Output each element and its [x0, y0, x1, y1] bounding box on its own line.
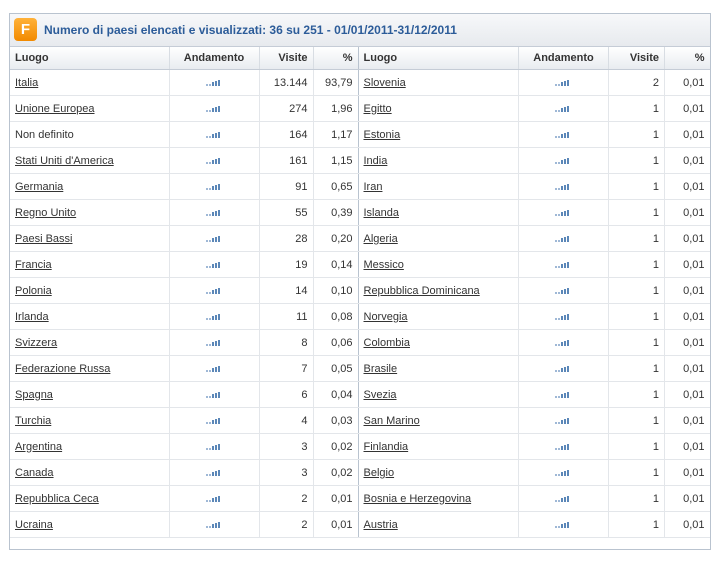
column-header-visits[interactable]: Visite: [609, 47, 665, 70]
visits-cell: 1: [609, 512, 665, 538]
percent-cell: 0,01: [313, 486, 358, 512]
visits-cell: 1: [609, 96, 665, 122]
place-cell: [359, 200, 519, 226]
trend-bars-icon[interactable]: [206, 132, 223, 138]
table-row: [10, 226, 358, 252]
table-row: [10, 408, 358, 434]
trend-bars-icon[interactable]: [555, 210, 572, 216]
visits-cell: 164: [259, 122, 313, 148]
place-cell: [359, 512, 519, 538]
table-row: [359, 200, 710, 226]
table-row: [359, 356, 710, 382]
place-cell: [359, 486, 519, 512]
place-cell: [10, 382, 169, 408]
table-row: [359, 486, 710, 512]
table-row: [359, 252, 710, 278]
place-cell: [359, 122, 519, 148]
trend-cell: [169, 304, 259, 330]
trend-cell: [169, 200, 259, 226]
visits-cell: 1: [609, 382, 665, 408]
place-link: Non definito: [15, 128, 74, 141]
trend-bars-icon[interactable]: [555, 392, 572, 398]
trend-cell: [519, 122, 609, 148]
place-link[interactable]: Brasile: [363, 362, 398, 375]
table-row: [10, 278, 358, 304]
place-link[interactable]: Colombia: [363, 336, 410, 349]
trend-cell: [519, 304, 609, 330]
table-row: [359, 434, 710, 460]
trend-cell: [519, 148, 609, 174]
visits-cell: 11: [259, 304, 313, 330]
place-link[interactable]: Regno Unito: [15, 206, 77, 219]
trend-bars-icon[interactable]: [206, 106, 223, 112]
visits-cell: 91: [259, 174, 313, 200]
trend-bars-icon[interactable]: [206, 80, 223, 86]
place-link[interactable]: Unione Europea: [15, 102, 95, 115]
place-link[interactable]: Polonia: [15, 284, 52, 297]
trend-cell: [169, 148, 259, 174]
visits-cell: 13.144: [259, 70, 313, 96]
place-cell: [10, 460, 169, 486]
table-row: [359, 408, 710, 434]
trend-cell: [169, 356, 259, 382]
place-cell: [10, 174, 169, 200]
trend-bars-icon[interactable]: [555, 418, 572, 424]
table-row: [359, 304, 710, 330]
place-link[interactable]: India: [363, 154, 388, 167]
place-link[interactable]: Egitto: [363, 102, 392, 115]
place-cell: [359, 434, 519, 460]
visits-cell: 2: [259, 486, 313, 512]
trend-cell: [169, 174, 259, 200]
visits-cell: 1: [609, 486, 665, 512]
place-cell: [359, 278, 519, 304]
place-link[interactable]: Irlanda: [15, 310, 49, 323]
table-row: [359, 460, 710, 486]
table-row: [10, 304, 358, 330]
trend-cell: [519, 226, 609, 252]
percent-cell: 0,39: [313, 200, 358, 226]
place-link[interactable]: Bosnia e Herzegovina: [363, 492, 472, 505]
visits-cell: 1: [609, 278, 665, 304]
trend-cell: [519, 70, 609, 96]
place-cell: [10, 408, 169, 434]
table-row: [10, 512, 358, 538]
place-cell: [10, 486, 169, 512]
place-link[interactable]: Canada: [15, 466, 54, 479]
percent-cell: 0,01: [665, 226, 710, 252]
trend-bars-icon[interactable]: [555, 366, 572, 372]
percent-cell: 0,01: [665, 408, 710, 434]
place-cell: [10, 512, 169, 538]
trend-cell: [169, 512, 259, 538]
trend-cell: [519, 486, 609, 512]
place-link[interactable]: Repubblica Ceca: [15, 492, 99, 505]
trend-bars-icon[interactable]: [206, 418, 223, 424]
trend-cell: [519, 174, 609, 200]
column-header-place[interactable]: Luogo: [10, 47, 169, 70]
trend-bars-icon[interactable]: [206, 340, 223, 346]
table-row: [10, 382, 358, 408]
visits-cell: 14: [259, 278, 313, 304]
place-cell: [10, 200, 169, 226]
trend-bars-icon[interactable]: [206, 392, 223, 398]
percent-cell: 0,01: [665, 382, 710, 408]
table-row: [10, 174, 358, 200]
percent-cell: 0,01: [665, 486, 710, 512]
table-row: [359, 122, 710, 148]
place-cell: [359, 252, 519, 278]
trend-cell: [169, 96, 259, 122]
trend-bars-icon[interactable]: [555, 470, 572, 476]
trend-bars-icon[interactable]: [206, 184, 223, 190]
visits-cell: 55: [259, 200, 313, 226]
trend-cell: [519, 408, 609, 434]
place-cell: [359, 304, 519, 330]
percent-cell: 0,01: [665, 252, 710, 278]
percent-cell: 0,05: [313, 356, 358, 382]
place-cell: [10, 304, 169, 330]
place-cell: [359, 174, 519, 200]
place-link[interactable]: Turchia: [15, 414, 52, 427]
trend-bars-icon[interactable]: [555, 132, 572, 138]
countries-table-left: [10, 47, 359, 538]
trend-bars-icon[interactable]: [555, 288, 572, 294]
table-row: [10, 356, 358, 382]
place-cell: [10, 122, 169, 148]
place-link[interactable]: Svizzera: [15, 336, 58, 349]
trend-bars-icon[interactable]: [206, 236, 223, 242]
percent-cell: 0,01: [665, 122, 710, 148]
visits-cell: 1: [609, 174, 665, 200]
trend-cell: [519, 200, 609, 226]
trend-bars-icon[interactable]: [206, 470, 223, 476]
percent-cell: 0,01: [665, 434, 710, 460]
place-link[interactable]: Stati Uniti d'America: [15, 154, 114, 167]
place-cell: [10, 278, 169, 304]
trend-cell: [169, 70, 259, 96]
trend-bars-icon[interactable]: [206, 522, 223, 528]
place-cell: [359, 460, 519, 486]
percent-cell: 0,01: [665, 200, 710, 226]
visits-cell: 1: [609, 356, 665, 382]
place-link[interactable]: Argentina: [15, 440, 63, 453]
trend-cell: [169, 486, 259, 512]
percent-cell: 1,17: [313, 122, 358, 148]
visits-cell: 2: [609, 70, 665, 96]
place-link[interactable]: Islanda: [363, 206, 399, 219]
place-link[interactable]: Finlandia: [363, 440, 409, 453]
percent-cell: 0,01: [665, 330, 710, 356]
trend-bars-icon[interactable]: [555, 236, 572, 242]
trend-bars-icon[interactable]: [555, 184, 572, 190]
place-cell: [10, 96, 169, 122]
table-row: [359, 70, 710, 96]
visits-cell: 1: [609, 304, 665, 330]
visits-cell: 8: [259, 330, 313, 356]
place-cell: [359, 356, 519, 382]
place-link[interactable]: Austria: [363, 518, 398, 531]
table-row: [10, 200, 358, 226]
place-link[interactable]: Iran: [363, 180, 383, 193]
percent-cell: 93,79: [313, 70, 358, 96]
visits-cell: 7: [259, 356, 313, 382]
visits-cell: 1: [609, 330, 665, 356]
place-cell: [359, 96, 519, 122]
trend-bars-icon[interactable]: [555, 106, 572, 112]
place-link[interactable]: Slovenia: [363, 76, 406, 89]
percent-cell: 0,03: [313, 408, 358, 434]
trend-bars-icon[interactable]: [555, 496, 572, 502]
column-header-percent[interactable]: %: [665, 47, 710, 70]
visits-cell: 274: [259, 96, 313, 122]
percent-cell: 0,01: [665, 174, 710, 200]
place-link[interactable]: Norvegia: [363, 310, 408, 323]
table-row: [10, 434, 358, 460]
visits-cell: 1: [609, 226, 665, 252]
place-cell: [359, 382, 519, 408]
visits-cell: 161: [259, 148, 313, 174]
trend-bars-icon[interactable]: [555, 340, 572, 346]
percent-cell: 0,01: [665, 356, 710, 382]
place-link[interactable]: Ucraina: [15, 518, 53, 531]
percent-cell: 1,96: [313, 96, 358, 122]
percent-cell: 1,15: [313, 148, 358, 174]
trend-bars-icon[interactable]: [206, 158, 223, 164]
visits-cell: 3: [259, 460, 313, 486]
place-link[interactable]: Germania: [15, 180, 64, 193]
percent-cell: 0,10: [313, 278, 358, 304]
place-cell: [359, 330, 519, 356]
table-row: [359, 512, 710, 538]
place-cell: [10, 252, 169, 278]
percent-cell: 0,01: [665, 512, 710, 538]
place-cell: [10, 356, 169, 382]
table-row: [359, 174, 710, 200]
place-link[interactable]: Svezia: [363, 388, 397, 401]
percent-cell: 0,14: [313, 252, 358, 278]
trend-bars-icon[interactable]: [206, 366, 223, 372]
trend-bars-icon[interactable]: [555, 80, 572, 86]
place-cell: [10, 148, 169, 174]
trend-bars-icon[interactable]: [206, 496, 223, 502]
place-link[interactable]: Belgio: [363, 466, 395, 479]
place-link[interactable]: Repubblica Dominicana: [363, 284, 480, 297]
trend-bars-icon[interactable]: [555, 444, 572, 450]
table-row: [359, 226, 710, 252]
percent-cell: 0,02: [313, 434, 358, 460]
visits-cell: 28: [259, 226, 313, 252]
visits-cell: 1: [609, 200, 665, 226]
table-header-row: [359, 47, 710, 70]
trend-cell: [519, 460, 609, 486]
table-row: [10, 330, 358, 356]
place-link[interactable]: Messico: [363, 258, 404, 271]
trend-cell: [519, 252, 609, 278]
percent-cell: 0,65: [313, 174, 358, 200]
trend-cell: [519, 434, 609, 460]
trend-bars-icon[interactable]: [206, 262, 223, 268]
percent-cell: 0,04: [313, 382, 358, 408]
trend-cell: [519, 356, 609, 382]
column-header-trend[interactable]: Andamento: [519, 47, 609, 70]
feed-logo-icon: F: [14, 18, 37, 41]
countries-table-right: [359, 47, 710, 538]
percent-cell: 0,01: [665, 148, 710, 174]
trend-bars-icon[interactable]: [555, 314, 572, 320]
trend-cell: [519, 382, 609, 408]
percent-cell: 0,01: [665, 96, 710, 122]
percent-cell: 0,01: [665, 70, 710, 96]
column-header-visits[interactable]: Visite: [259, 47, 313, 70]
trend-cell: [169, 122, 259, 148]
trend-bars-icon[interactable]: [555, 262, 572, 268]
percent-cell: 0,02: [313, 460, 358, 486]
place-link[interactable]: Spagna: [15, 388, 53, 401]
table-row: [10, 486, 358, 512]
trend-cell: [169, 330, 259, 356]
place-cell: [359, 148, 519, 174]
panel-header: [10, 14, 710, 47]
trend-cell: [519, 512, 609, 538]
column-header-trend[interactable]: Andamento: [169, 47, 259, 70]
visits-cell: 1: [609, 252, 665, 278]
place-cell: [10, 70, 169, 96]
table-row: [359, 278, 710, 304]
percent-cell: 0,01: [665, 304, 710, 330]
trend-bars-icon[interactable]: [206, 288, 223, 294]
percent-cell: 0,08: [313, 304, 358, 330]
column-header-percent[interactable]: %: [313, 47, 358, 70]
trend-cell: [169, 278, 259, 304]
place-cell: [10, 330, 169, 356]
trend-cell: [519, 278, 609, 304]
column-header-place[interactable]: Luogo: [359, 47, 519, 70]
trend-bars-icon[interactable]: [555, 158, 572, 164]
percent-cell: 0,20: [313, 226, 358, 252]
countries-panel: [9, 13, 711, 550]
visits-cell: 2: [259, 512, 313, 538]
trend-cell: [519, 330, 609, 356]
trend-cell: [169, 382, 259, 408]
visits-cell: 19: [259, 252, 313, 278]
table-body-right: [359, 70, 710, 538]
place-link[interactable]: Francia: [15, 258, 52, 271]
table-body-left: [10, 70, 358, 538]
percent-cell: 0,06: [313, 330, 358, 356]
table-row: [359, 148, 710, 174]
table-row: [10, 96, 358, 122]
visits-cell: 4: [259, 408, 313, 434]
place-cell: [10, 226, 169, 252]
place-link[interactable]: Federazione Russa: [15, 362, 111, 375]
table-row: [359, 330, 710, 356]
table-row: [10, 460, 358, 486]
table-row: [10, 252, 358, 278]
trend-cell: [169, 434, 259, 460]
trend-bars-icon[interactable]: [206, 444, 223, 450]
table-row: [359, 382, 710, 408]
table-row: [10, 70, 358, 96]
trend-cell: [169, 252, 259, 278]
place-link[interactable]: Estonia: [363, 128, 401, 141]
place-cell: [359, 226, 519, 252]
panel-title: Numero di paesi elencati e visualizzati: 36 su 251 - 01/01/2011-31/12/2011: [44, 23, 457, 37]
place-cell: [10, 434, 169, 460]
trend-bars-icon[interactable]: [555, 522, 572, 528]
visits-cell: 1: [609, 408, 665, 434]
place-link[interactable]: Italia: [15, 76, 39, 89]
table-row: [10, 122, 358, 148]
visits-cell: 1: [609, 460, 665, 486]
trend-cell: [519, 96, 609, 122]
visits-cell: 1: [609, 148, 665, 174]
table-row: [359, 96, 710, 122]
place-cell: [359, 70, 519, 96]
trend-bars-icon[interactable]: [206, 210, 223, 216]
visits-cell: 3: [259, 434, 313, 460]
trend-bars-icon[interactable]: [206, 314, 223, 320]
percent-cell: 0,01: [665, 460, 710, 486]
place-link[interactable]: San Marino: [363, 414, 420, 427]
trend-cell: [169, 460, 259, 486]
percent-cell: 0,01: [313, 512, 358, 538]
trend-cell: [169, 408, 259, 434]
place-link[interactable]: Algeria: [363, 232, 398, 245]
place-link[interactable]: Paesi Bassi: [15, 232, 73, 245]
percent-cell: 0,01: [665, 278, 710, 304]
visits-cell: 6: [259, 382, 313, 408]
table-header-row: [10, 47, 358, 70]
trend-cell: [169, 226, 259, 252]
table-row: [10, 148, 358, 174]
visits-cell: 1: [609, 434, 665, 460]
place-cell: [359, 408, 519, 434]
tables-wrapper: [10, 47, 710, 538]
visits-cell: 1: [609, 122, 665, 148]
